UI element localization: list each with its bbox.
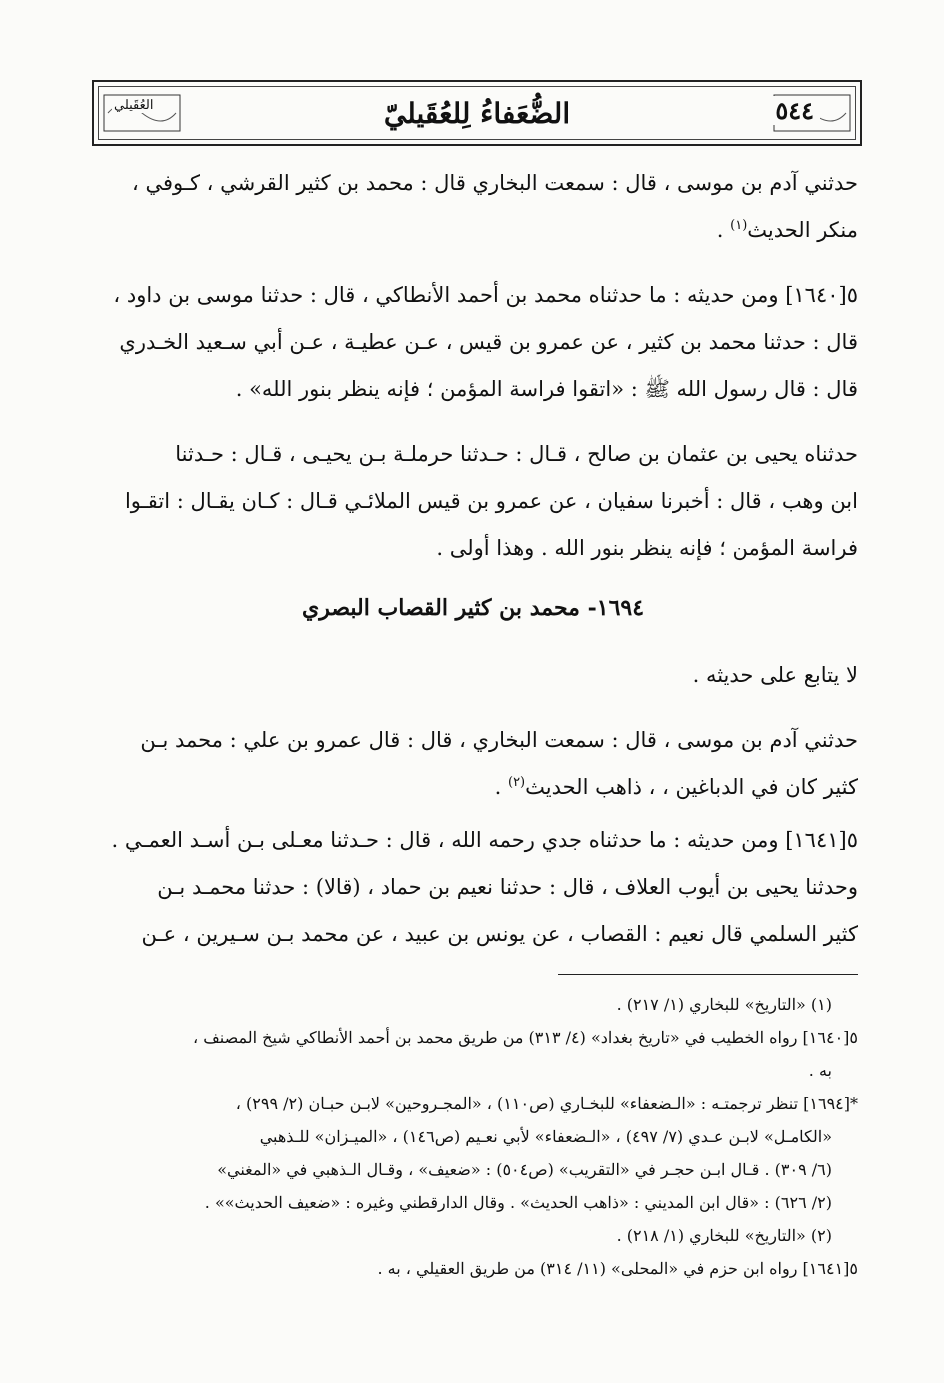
text-line: كثير كان في الدباغين ، ، ذاهب الحديث$^{(٢)}$ . <box>494 775 858 799</box>
footnote: *[١٦٩٤] تنظر ترجمتـه : «الـضعفاء» للبخـاري (ص١١٠) ، «المجـروحين» لابـن حبـان (٢/ ٢٩٩) ، <box>235 1094 858 1113</box>
header-logo: العُقَيلي <box>114 98 154 113</box>
footnote-divider <box>558 974 858 975</box>
footnote: (١) «التاريخ» للبخاري (١/ ٢١٧) . <box>616 995 832 1014</box>
text-line: فراسة المؤمن ؛ فإنه ينظر بنور الله . وهذا أولى . <box>436 536 858 560</box>
text-line: حدثني آدم بن موسى ، قال : سمعت البخاري ، قال : قال عمرو بن علي : محمد بـن <box>140 728 858 752</box>
footnotes <box>88 988 858 1285</box>
entry-heading: ١٦٩٤- محمد بن كثير القصاب البصري <box>301 595 645 621</box>
text-line: منكر الحديث$^{(١)}$ . <box>716 218 858 242</box>
text-line: ٥[١٦٤١] ومن حديثه : ما حدثناه جدي رحمه الله ، قال : حـدثنا معـلى بـن أسـد العمـي . <box>111 828 858 852</box>
footnote: (٦/ ٣٠٩) . قـال ابـن حجـر في «التقريب» (ص٥٠٤) : «ضعيف» ، وقـال الـذهبي في «المغني» <box>217 1160 832 1179</box>
page-number: ٥٤٤ <box>769 96 820 125</box>
text-line: قال : حدثنا محمد بن كثير ، عن عمرو بن قيس ، عـن عطيـة ، عـن أبي سـعيد الخـدري <box>119 330 858 354</box>
text-line: قال : قال رسول الله ﷺ : «اتقوا فراسة المؤمن ؛ فإنه ينظر بنور الله» . <box>235 377 858 401</box>
footnote-ref: (٢) <box>507 775 526 790</box>
main-text <box>88 160 858 958</box>
footnote: به . <box>808 1061 832 1080</box>
page-title: الضُّعَفاءُ لِلعُقَيليّ <box>383 96 571 130</box>
text-line: حدثناه يحيى بن عثمان بن صالح ، قـال : حـدثنا حرملـة بـن يحيـى ، قـال : حـدثنا <box>175 442 858 466</box>
footnote: (٢/ ٦٢٦) : «قال ابن المديني : «ذاهب الحديث» . وقال الدارقطني وغيره : «ضعيف الحديث»» . <box>204 1193 832 1212</box>
text-line: كثير السلمي قال نعيم : القصاب ، عن يونس بن عبيد ، عن محمد بـن سـيرين ، عـن <box>141 922 858 946</box>
footnote-ref: (١) <box>730 218 748 233</box>
text-line: حدثني آدم بن موسى ، قال : سمعت البخاري قال : محمد بن كثير القرشي ، كـوفي ، <box>132 171 858 195</box>
footnote: «الكامـل» لابـن عـدي (٧/ ٤٩٧) ، «الـضعفاء» لأبي نعـيم (ص١٤٦) ، «الميـزان» للـذهبي <box>259 1127 832 1146</box>
footnote: ٥[١٦٤١] رواه ابن حزم في «المحلى» (١١/ ٣١٤) من طريق العقيلي ، به . <box>377 1259 858 1278</box>
text-line: ٥[١٦٤٠] ومن حديثه : ما حدثناه محمد بن أحمد الأنطاكي ، قال : حدثنا موسى بن داود ، <box>113 283 858 307</box>
text-line: لا يتابع على حديثه . <box>692 663 858 687</box>
page-header <box>92 80 862 146</box>
text-line: ابن وهب ، قال : أخبرنا سفيان ، عن عمرو بن قيس الملائـي قـال : كـان يقـال : اتقـوا <box>124 489 858 513</box>
text-line: وحدثنا يحيى بن أيوب العلاف ، قال : حدثنا نعيم بن حماد ، (قالا) : حدثنا محمـد بـن <box>157 875 858 899</box>
footnote: ٥[١٦٤٠] رواه الخطيب في «تاريخ بغداد» (٤/ ٣١٣) من طريق محمد بن أحمد الأنطاكي شيخ المصنف ، <box>192 1028 858 1047</box>
footnote: (٢) «التاريخ» للبخاري (١/ ٢١٨) . <box>616 1226 832 1245</box>
